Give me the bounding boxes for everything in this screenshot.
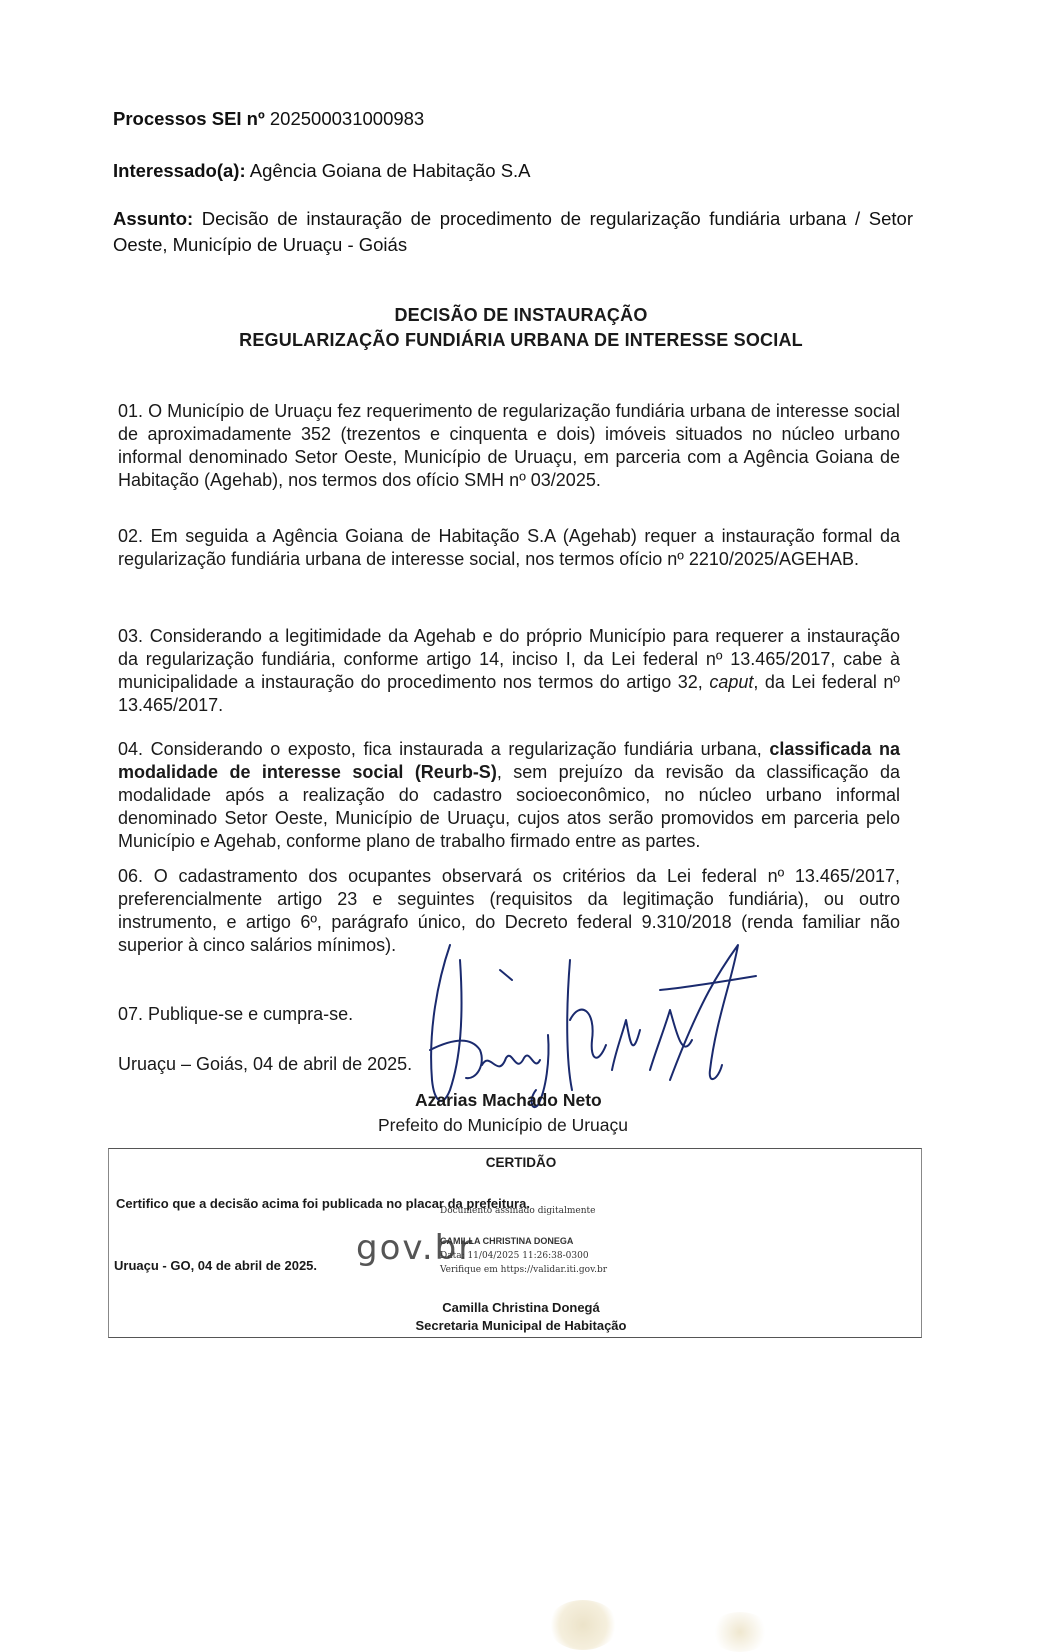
paragraph-03-part-a: 03. Considerando a legitimidade da Agehab e do próprio Município para requerer a instauração da regularização fundiária, conforme artigo 14, inciso I, da Lei federal nº 13.465/2017, cabe à municipalidade a instauração do procedimento nos termos do artigo 32, bbox=[118, 626, 900, 692]
process-number: 202500031000983 bbox=[269, 108, 425, 129]
subject-line bbox=[113, 206, 913, 258]
process-number-line bbox=[113, 108, 424, 130]
certificate-signer-role: Secretaria Municipal de Habitação bbox=[415, 1318, 627, 1333]
signer-role: Prefeito do Município de Uruaçu bbox=[378, 1115, 628, 1135]
paragraph-02: 02. Em seguida a Agência Goiana de Habitação S.A (Agehab) requer a instauração formal da regularização fundiária urbana de interesse social, nos termos ofício nº 2210/2025/AGEHAB. bbox=[118, 526, 900, 569]
certificate-text: Certifico que a decisão acima foi publicada no placar da prefeitura. bbox=[116, 1196, 530, 1211]
certificate-date: Uruaçu - GO, 04 de abril de 2025. bbox=[114, 1258, 318, 1273]
digital-signature-date: Data: 11/04/2025 11:26:38-0300 bbox=[440, 1251, 589, 1261]
signer-name: Azarias Machado Neto bbox=[415, 1090, 602, 1110]
paragraph-06: 06. O cadastramento dos ocupantes observará os critérios da Lei federal nº 13.465/2017, preferencialmente artigo 23 e seguintes (requisitos da legitimação fundiária), ou outro instrumento, e artigo 6º, parágrafo único, do Decreto federal 9.310/2018 (renda familiar não superior à cinco salários mínimos). bbox=[118, 866, 900, 955]
paragraph-04 bbox=[118, 738, 900, 853]
subject-label: Assunto: bbox=[113, 208, 194, 229]
paragraph-04-bold: classificada na modalidade de interesse social (Reurb-S) bbox=[118, 739, 900, 782]
paragraph-04-part-b: , sem prejuízo da revisão da classificação da modalidade após a realização do cadastro socioeconômico, no núcleo urbano informal denominado Setor Oeste, Município de Uruaçu, cujos atos serão promovidos em parceria pelo Município e Agehab, conforme plano de trabalho firmado entre as partes. bbox=[118, 762, 900, 851]
paragraph-03 bbox=[118, 625, 900, 717]
paragraph-03-caput: caput bbox=[709, 672, 754, 692]
paper-stain bbox=[710, 1612, 770, 1652]
interested-value: Agência Goiana de Habitação S.A bbox=[249, 160, 531, 181]
digital-signature-name: CAMILLA CHRISTINA DONEGA bbox=[440, 1236, 574, 1246]
govbr-logo: gov.br bbox=[356, 1228, 475, 1268]
interested-line bbox=[113, 160, 531, 182]
certificate-title: CERTIDÃO bbox=[485, 1155, 557, 1170]
paragraph-01: 01. O Município de Uruaçu fez requerimento de regularização fundiária urbana de interesse social de aproximadamente 352 (trezentos e cinquenta e dois) imóveis situados no núcleo urbano informal denominado Setor Oeste, Município de Uruaçu, em parceria com a Agência Goiana de Habitação (Agehab), nos termos dos ofício SMH nº 03/2025. bbox=[118, 401, 900, 490]
digital-signature-verify: Verifique em https://validar.iti.gov.br bbox=[440, 1265, 608, 1275]
document-subtitle: REGULARIZAÇÃO FUNDIÁRIA URBANA DE INTERESSE SOCIAL bbox=[239, 330, 803, 350]
decision-date: Uruaçu – Goiás, 04 de abril de 2025. bbox=[118, 1054, 413, 1074]
interested-label: Interessado(a): bbox=[113, 160, 246, 181]
paragraph-07: 07. Publique-se e cumpra-se. bbox=[118, 1004, 354, 1024]
certificate-signer-name: Camilla Christina Donegá bbox=[442, 1300, 600, 1315]
paragraph-04-part-a: 04. Considerando o exposto, fica instaurada a regularização fundiária urbana, bbox=[118, 739, 770, 759]
paragraph-03-part-b: , da Lei federal nº 13.465/2017. bbox=[118, 672, 901, 715]
process-label: Processos SEI nº bbox=[113, 108, 265, 129]
subject-value: Decisão de instauração de procedimento de regularização fundiária urbana / Setor Oeste, Município de Uruaçu - Goiás bbox=[113, 208, 913, 255]
paper-stain bbox=[548, 1600, 618, 1650]
document-title: DECISÃO DE INSTAURAÇÃO bbox=[394, 305, 648, 325]
digital-signature-header: Documento assinado digitalmente bbox=[440, 1206, 596, 1216]
